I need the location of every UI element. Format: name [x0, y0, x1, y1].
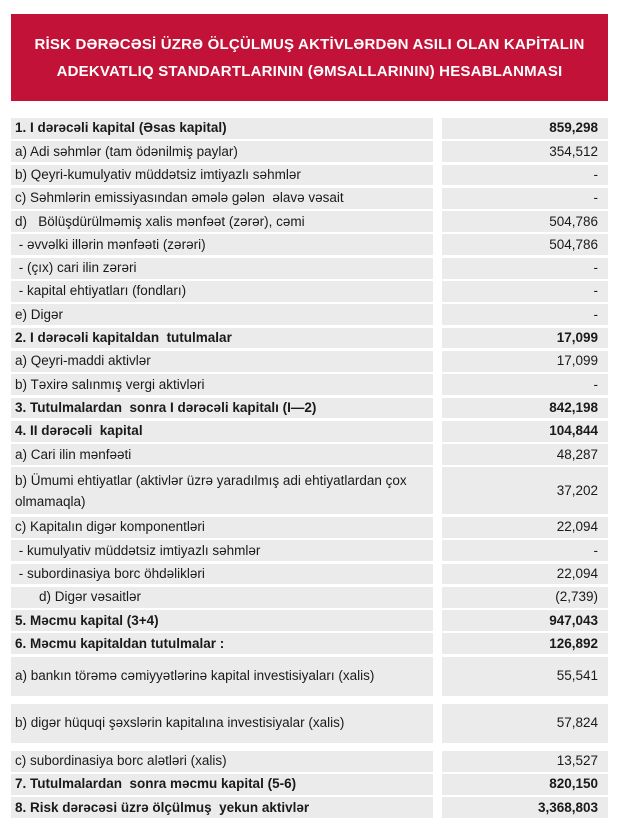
table-row	[11, 118, 608, 139]
row-value: 504,786	[442, 211, 608, 232]
row-value: 126,892	[442, 633, 608, 654]
row-label: 4. II dərəcəli kapital	[11, 421, 433, 442]
row-value: 3,368,803	[442, 797, 608, 818]
row-label: 3. Tutulmalardan sonra I dərəcəli kapitalı (I—2)	[11, 398, 433, 419]
row-value: -	[442, 540, 608, 561]
table-row	[11, 657, 608, 696]
table-row	[11, 564, 608, 585]
table-row	[11, 281, 608, 302]
row-label: b) Təxirə salınmış vergi aktivləri	[11, 374, 433, 395]
row-label: a) Cari ilin mənfəəti	[11, 444, 433, 465]
table-row	[11, 304, 608, 325]
table-row	[11, 374, 608, 395]
table-row	[11, 188, 608, 209]
capital-adequacy-table	[11, 118, 608, 821]
row-value: -	[442, 374, 608, 395]
row-value: 104,844	[442, 421, 608, 442]
table-row	[11, 751, 608, 772]
row-value: 22,094	[442, 564, 608, 585]
row-value: -	[442, 188, 608, 209]
row-label: 8. Risk dərəcəsi üzrə ölçülmuş yekun aktivlər	[11, 797, 433, 818]
table-row	[11, 398, 608, 419]
row-value: 820,150	[442, 774, 608, 795]
row-value: 13,527	[442, 751, 608, 772]
row-label: a) Adi səhmlər (tam ödənilmiş paylar)	[11, 141, 433, 162]
table-row	[11, 587, 608, 608]
table-row	[11, 165, 608, 186]
row-value: 504,786	[442, 234, 608, 255]
row-value: 17,099	[442, 328, 608, 349]
table-row	[11, 141, 608, 162]
row-value: 842,198	[442, 398, 608, 419]
row-label: d) Digər vəsaitlər	[11, 587, 433, 608]
row-value: -	[442, 304, 608, 325]
row-value: 57,824	[442, 704, 608, 743]
table-row	[11, 633, 608, 654]
row-value: -	[442, 165, 608, 186]
row-label: d) Bölüşdürülməmiş xalis mənfəət (zərər), cəmi	[11, 211, 433, 232]
row-label: - subordinasiya borc öhdəlikləri	[11, 564, 433, 585]
row-value: 947,043	[442, 610, 608, 631]
table-row	[11, 540, 608, 561]
row-value: 22,094	[442, 517, 608, 538]
row-label: - kapital ehtiyatları (fondları)	[11, 281, 433, 302]
report-title-banner	[11, 14, 608, 101]
row-label: e) Digər	[11, 304, 433, 325]
row-label: b) Ümumi ehtiyatlar (aktivlər üzrə yaradılmış adi ehtiyatlardan çox olmamaqla)	[11, 467, 433, 514]
table-row	[11, 258, 608, 279]
row-value: -	[442, 281, 608, 302]
row-label: - əvvəlki illərin mənfəəti (zərəri)	[11, 234, 433, 255]
row-value: -	[442, 258, 608, 279]
row-label: - (çıx) cari ilin zərəri	[11, 258, 433, 279]
row-value: 37,202	[442, 467, 608, 514]
row-label: 7. Tutulmalardan sonra məcmu kapital (5-6)	[11, 774, 433, 795]
table-row	[11, 797, 608, 818]
row-label: a) Qeyri-maddi aktivlər	[11, 351, 433, 372]
row-label: a) bankın törəmə cəmiyyətlərinə kapital investisiyaları (xalis)	[11, 657, 433, 696]
row-label: - kumulyativ müddətsiz imtiyazlı səhmlər	[11, 540, 433, 561]
table-row	[11, 211, 608, 232]
row-label: b) digər hüquqi şəxslərin kapitalına investisiyalar (xalis)	[11, 704, 433, 743]
table-row	[11, 704, 608, 743]
row-value: 48,287	[442, 444, 608, 465]
row-label: 1. I dərəcəli kapital (Əsas kapital)	[11, 118, 433, 139]
row-value: 859,298	[442, 118, 608, 139]
row-label: b) Qeyri-kumulyativ müddətsiz imtiyazlı səhmlər	[11, 165, 433, 186]
row-label: c) subordinasiya borc alətləri (xalis)	[11, 751, 433, 772]
row-value: 354,512	[442, 141, 608, 162]
table-row	[11, 328, 608, 349]
row-value: 55,541	[442, 657, 608, 696]
table-row	[11, 467, 608, 514]
row-value: (2,739)	[442, 587, 608, 608]
page-title: RİSK DƏRƏCƏSİ ÜZRƏ ÖLÇÜLMUŞ AKTİVLƏRDƏN ASILI OLAN KAPİTALIN ADEKVATLIQ STANDARTLARININ (ƏMSALLARININ) HESABLANMASI	[34, 35, 585, 80]
table-row	[11, 421, 608, 442]
table-row	[11, 444, 608, 465]
table-row	[11, 234, 608, 255]
row-label: 6. Məcmu kapitaldan tutulmalar :	[11, 633, 433, 654]
row-label: 2. I dərəcəli kapitaldan tutulmalar	[11, 328, 433, 349]
row-label: c) Səhmlərin emissiyasından əmələ gələn əlavə vəsait	[11, 188, 433, 209]
row-value: 17,099	[442, 351, 608, 372]
table-row	[11, 774, 608, 795]
table-row	[11, 351, 608, 372]
table-row	[11, 610, 608, 631]
table-row	[11, 517, 608, 538]
row-label: 5. Məcmu kapital (3+4)	[11, 610, 433, 631]
row-label: c) Kapitalın digər komponentləri	[11, 517, 433, 538]
